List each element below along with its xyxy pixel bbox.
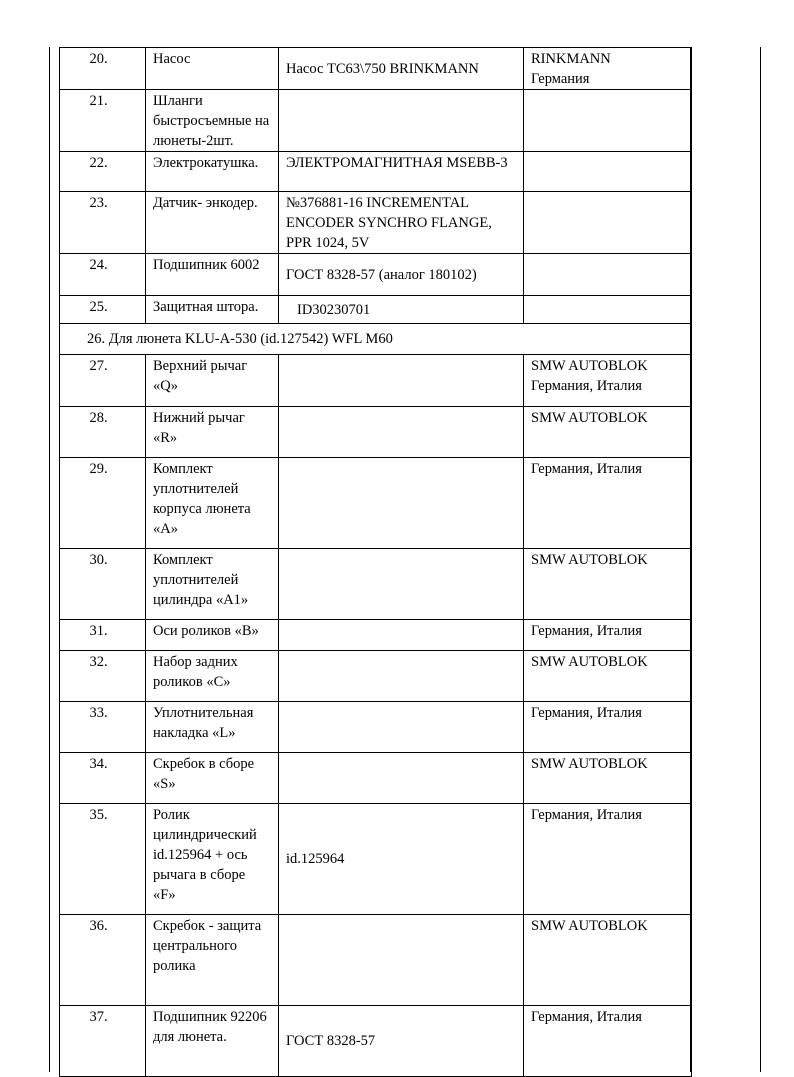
table-row bbox=[60, 296, 692, 324]
table-row bbox=[60, 254, 692, 296]
table-row bbox=[60, 1006, 692, 1077]
item-name: Уплотнительная накладка «L» bbox=[146, 702, 279, 753]
row-number: 37. bbox=[60, 1006, 146, 1077]
item-name: Защитная штора. bbox=[146, 296, 279, 324]
table-row bbox=[60, 48, 692, 90]
item-maker: SMW AUTOBLOK bbox=[524, 651, 692, 702]
item-spec: №376881-16 INCREMENTAL ENCODER SYNCHRO FLANGE, PPR 1024, 5V bbox=[279, 192, 524, 254]
item-maker: Германия, Италия bbox=[524, 804, 692, 915]
row-number: 32. bbox=[60, 651, 146, 702]
item-spec bbox=[279, 90, 524, 152]
item-spec bbox=[279, 407, 524, 458]
item-name: Оси роликов «В» bbox=[146, 620, 279, 651]
table-row bbox=[60, 192, 692, 254]
item-spec bbox=[279, 753, 524, 804]
table-row bbox=[60, 702, 692, 753]
table-row bbox=[60, 804, 692, 915]
item-maker: Германия, Италия bbox=[524, 620, 692, 651]
item-name: Шланги быстросъемные на люнеты-2шт. bbox=[146, 90, 279, 152]
item-spec bbox=[279, 549, 524, 620]
item-name: Скребок в сборе «S» bbox=[146, 753, 279, 804]
item-maker bbox=[524, 296, 692, 324]
item-maker: Германия, Италия bbox=[524, 1006, 692, 1077]
table-row bbox=[60, 90, 692, 152]
row-number: 21. bbox=[60, 90, 146, 152]
row-number: 25. bbox=[60, 296, 146, 324]
row-number: 23. bbox=[60, 192, 146, 254]
item-spec bbox=[279, 915, 524, 1006]
item-maker bbox=[524, 152, 692, 192]
table-row bbox=[60, 152, 692, 192]
row-number: 35. bbox=[60, 804, 146, 915]
item-maker bbox=[524, 90, 692, 152]
item-maker: SMW AUTOBLOK bbox=[524, 753, 692, 804]
item-spec bbox=[279, 651, 524, 702]
item-maker: RINKMANN Германия bbox=[524, 48, 692, 90]
table-row bbox=[60, 651, 692, 702]
table-row bbox=[60, 355, 692, 407]
table-row bbox=[60, 753, 692, 804]
item-maker: SMW AUTOBLOK bbox=[524, 407, 692, 458]
row-number: 28. bbox=[60, 407, 146, 458]
item-spec: Насос ТС63\750 BRINKMANN bbox=[279, 48, 524, 90]
row-number: 22. bbox=[60, 152, 146, 192]
row-number: 27. bbox=[60, 355, 146, 407]
section-heading: 26. Для люнета KLU-A-530 (id.127542) WFL M60 bbox=[60, 324, 692, 355]
item-name: Датчик- энкодер. bbox=[146, 192, 279, 254]
row-number: 20. bbox=[60, 48, 146, 90]
item-name: Скребок - защита центрального ролика bbox=[146, 915, 279, 1006]
table-row bbox=[60, 407, 692, 458]
item-maker: SMW AUTOBLOK bbox=[524, 915, 692, 1006]
item-spec: ГОСТ 8328-57 bbox=[279, 1006, 524, 1077]
item-maker bbox=[524, 192, 692, 254]
section-row bbox=[60, 324, 692, 355]
item-name: Подшипник 6002 bbox=[146, 254, 279, 296]
row-number: 29. bbox=[60, 458, 146, 549]
item-maker: SMW AUTOBLOK bbox=[524, 549, 692, 620]
item-name: Электрокатушка. bbox=[146, 152, 279, 192]
item-spec bbox=[279, 355, 524, 407]
item-spec bbox=[279, 620, 524, 651]
item-spec: id.125964 bbox=[279, 804, 524, 915]
item-maker: Германия, Италия bbox=[524, 702, 692, 753]
row-number: 31. bbox=[60, 620, 146, 651]
item-name: Нижний рычаг «R» bbox=[146, 407, 279, 458]
row-number: 34. bbox=[60, 753, 146, 804]
item-spec bbox=[279, 458, 524, 549]
item-spec: ID30230701 bbox=[279, 296, 524, 324]
item-maker: SMW AUTOBLOK Германия, Италия bbox=[524, 355, 692, 407]
row-number: 33. bbox=[60, 702, 146, 753]
row-number: 30. bbox=[60, 549, 146, 620]
item-spec: ЭЛЕКТРОМАГНИТНАЯ MSEBB-3 bbox=[279, 152, 524, 192]
spec-table bbox=[59, 47, 692, 1077]
row-number: 24. bbox=[60, 254, 146, 296]
table-row bbox=[60, 620, 692, 651]
item-name: Набор задних роликов «С» bbox=[146, 651, 279, 702]
item-name: Верхний рычаг «Q» bbox=[146, 355, 279, 407]
row-number: 36. bbox=[60, 915, 146, 1006]
item-name: Комплект уплотнителей цилиндра «А1» bbox=[146, 549, 279, 620]
item-name: Ролик цилиндрический id.125964 + ось рычага в сборе «F» bbox=[146, 804, 279, 915]
item-maker bbox=[524, 254, 692, 296]
item-spec bbox=[279, 702, 524, 753]
table-row bbox=[60, 549, 692, 620]
item-name: Насос bbox=[146, 48, 279, 90]
table-row bbox=[60, 915, 692, 1006]
table-row bbox=[60, 458, 692, 549]
item-name: Комплект уплотнителей корпуса люнета «А» bbox=[146, 458, 279, 549]
item-spec: ГОСТ 8328-57 (аналог 180102) bbox=[279, 254, 524, 296]
item-name: Подшипник 92206 для люнета. bbox=[146, 1006, 279, 1077]
item-maker: Германия, Италия bbox=[524, 458, 692, 549]
